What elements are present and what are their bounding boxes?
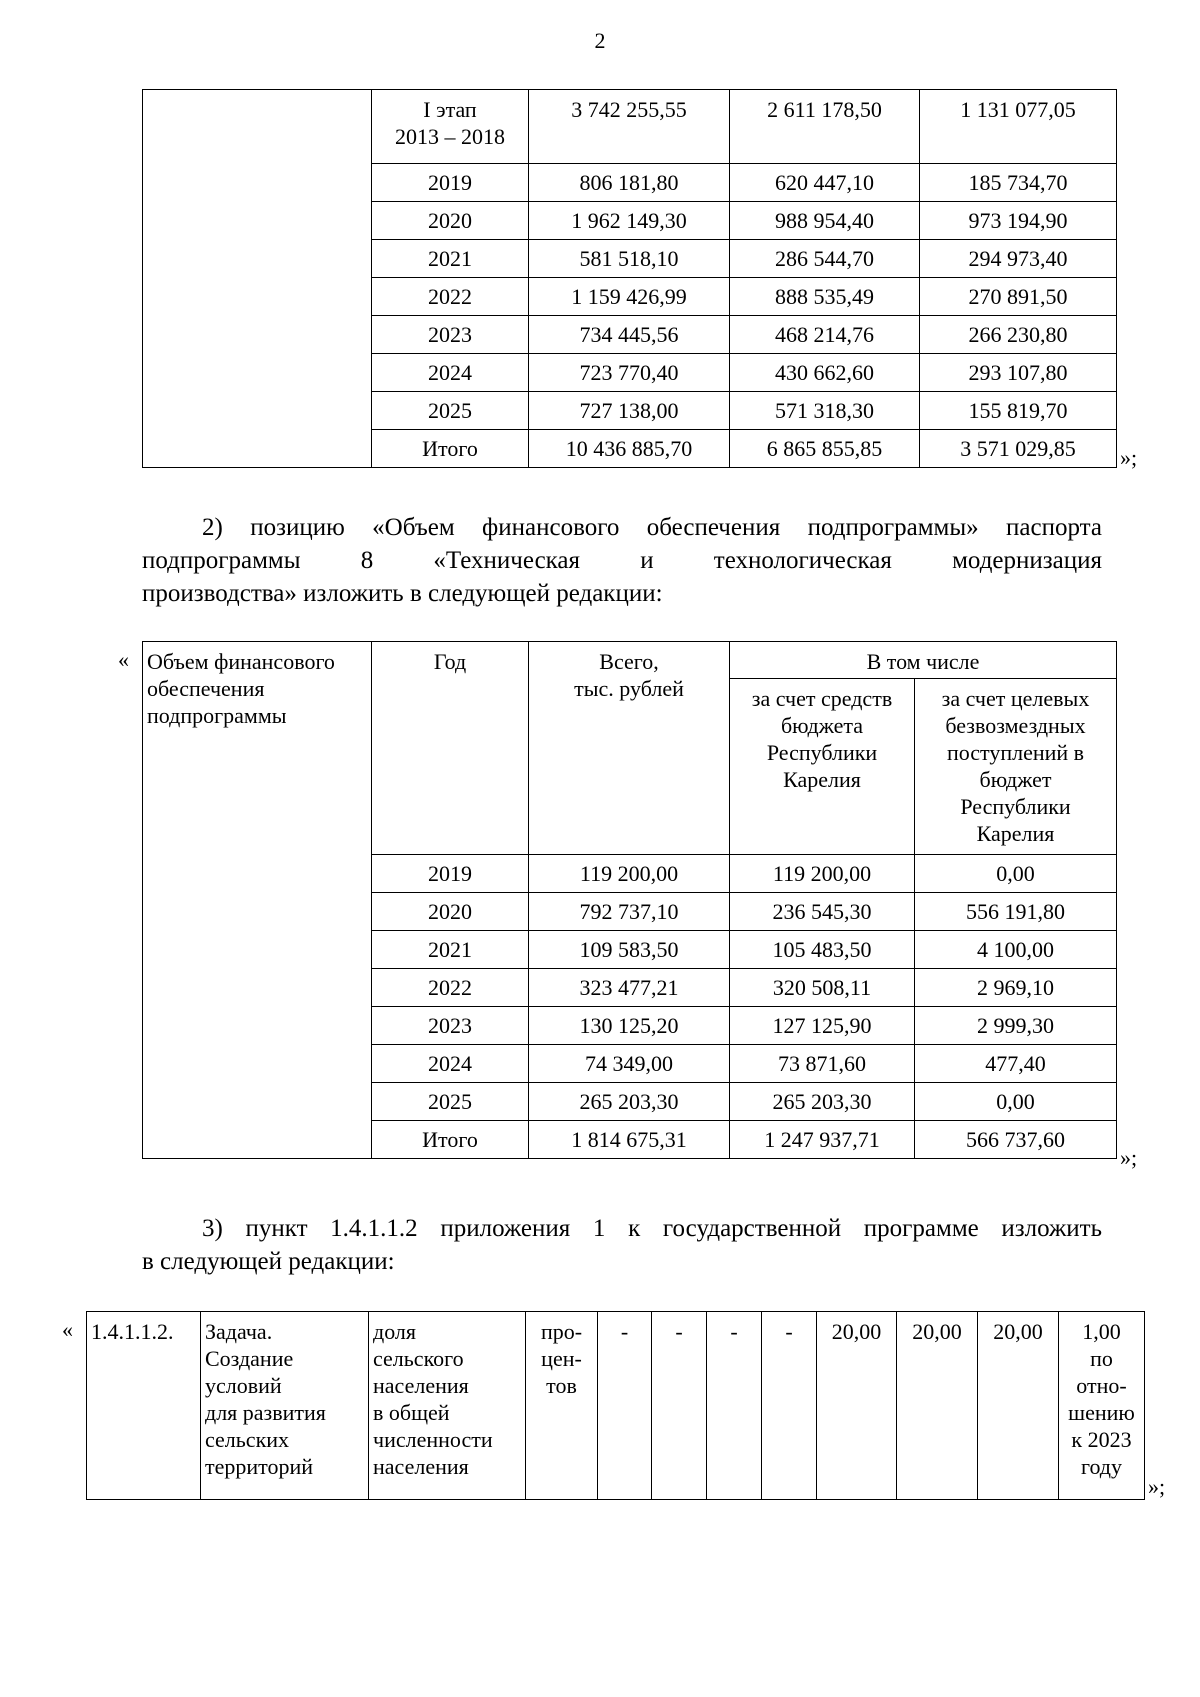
header-regional-budget: за счет средств бюджета Республики Карелия (730, 679, 915, 855)
header-targeted-receipts: за счет целевых безвозмездных поступлений в бюджет Республики Карелия (915, 679, 1117, 855)
indicator-cell: - (762, 1312, 817, 1500)
cell-total: 130 125,20 (529, 1007, 730, 1045)
cell-total: 3 742 255,55 (529, 90, 730, 164)
paragraph-3 (142, 1212, 1102, 1278)
paragraph-2 (142, 511, 1102, 610)
cell-total: 727 138,00 (529, 392, 730, 430)
opening-quote-2: « (118, 647, 129, 672)
cell-col2: 236 545,30 (730, 893, 915, 931)
cell-col3: 3 571 029,85 (920, 430, 1117, 468)
cell-col2: 888 535,49 (730, 278, 920, 316)
cell-year: 2023 (372, 1007, 529, 1045)
cell-col3: 0,00 (915, 1083, 1117, 1121)
cell-col3: 566 737,60 (915, 1121, 1117, 1159)
cell-year: 2024 (372, 1045, 529, 1083)
header-year: Год (372, 642, 529, 855)
cell-col3: 4 100,00 (915, 931, 1117, 969)
cell-col2: 468 214,76 (730, 316, 920, 354)
header-total: Всего, тыс. рублей (529, 642, 730, 855)
cell-total: 1 159 426,99 (529, 278, 730, 316)
cell-col2: 620 447,10 (730, 164, 920, 202)
cell-year: 2023 (372, 316, 529, 354)
indicator-cell: 1,00 по отно- шению к 2023 году (1059, 1312, 1145, 1500)
cell-total: 323 477,21 (529, 969, 730, 1007)
cell-total: 10 436 885,70 (529, 430, 730, 468)
cell-col3: 185 734,70 (920, 164, 1117, 202)
cell-year: 2022 (372, 969, 529, 1007)
closing-quote-1: »; (1120, 445, 1138, 470)
cell-year: I этап 2013 – 2018 (372, 90, 529, 164)
cell-col3: 266 230,80 (920, 316, 1117, 354)
cell-year: 2022 (372, 278, 529, 316)
cell-col3: 556 191,80 (915, 893, 1117, 931)
indicator-cell: 1.4.1.1.2. (87, 1312, 201, 1500)
cell-col2: 571 318,30 (730, 392, 920, 430)
cell-year: 2025 (372, 392, 529, 430)
cell-col2: 119 200,00 (730, 855, 915, 893)
cell-col3: 294 973,40 (920, 240, 1117, 278)
indicator-cell: 20,00 (978, 1312, 1059, 1500)
cell-total: 74 349,00 (529, 1045, 730, 1083)
financing-table-1 (142, 89, 1117, 468)
cell-col2: 265 203,30 (730, 1083, 915, 1121)
cell-total: 109 583,50 (529, 931, 730, 969)
cell-col2: 127 125,90 (730, 1007, 915, 1045)
cell-col3: 155 819,70 (920, 392, 1117, 430)
table-row (143, 90, 1117, 164)
paragraph-3-line-2: в следующей редакции: (142, 1248, 395, 1275)
cell-year: 2021 (372, 931, 529, 969)
indicator-table (86, 1311, 1145, 1500)
closing-quote-3: »; (1148, 1474, 1166, 1499)
cell-col3: 293 107,80 (920, 354, 1117, 392)
paragraph-2-line-2: подпрограммы 8 «Техническая и технологическая модернизация (142, 547, 1102, 574)
cell-col3: 2 999,30 (915, 1007, 1117, 1045)
cell-total: 581 518,10 (529, 240, 730, 278)
cell-col2: 73 871,60 (730, 1045, 915, 1083)
indicator-cell: Задача. Создание условий для развития сельских территорий (201, 1312, 369, 1500)
cell-col3: 973 194,90 (920, 202, 1117, 240)
empty-label-cell (143, 90, 372, 468)
indicator-cell: - (707, 1312, 762, 1500)
indicator-cell: доля сельского населения в общей численности населения (369, 1312, 526, 1500)
indicator-cell: 20,00 (817, 1312, 897, 1500)
cell-year: 2024 (372, 354, 529, 392)
paragraph-3-line-1: 3) пункт 1.4.1.1.2 приложения 1 к государственной программе изложить (202, 1215, 1102, 1242)
cell-year: 2025 (372, 1083, 529, 1121)
cell-col2: 1 247 937,71 (730, 1121, 915, 1159)
financing-table-2 (142, 641, 1117, 1159)
cell-col2: 286 544,70 (730, 240, 920, 278)
indicator-cell: - (598, 1312, 652, 1500)
closing-quote-2: »; (1120, 1145, 1138, 1170)
cell-col2: 320 508,11 (730, 969, 915, 1007)
cell-total: 119 200,00 (529, 855, 730, 893)
cell-col3: 2 969,10 (915, 969, 1117, 1007)
cell-total: 792 737,10 (529, 893, 730, 931)
cell-total: 734 445,56 (529, 316, 730, 354)
cell-total: 265 203,30 (529, 1083, 730, 1121)
cell-total: 1 814 675,31 (529, 1121, 730, 1159)
cell-col2: 6 865 855,85 (730, 430, 920, 468)
cell-col2: 2 611 178,50 (730, 90, 920, 164)
cell-col3: 270 891,50 (920, 278, 1117, 316)
cell-year: 2020 (372, 893, 529, 931)
cell-year: 2019 (372, 164, 529, 202)
indicator-cell: про- цен- тов (526, 1312, 598, 1500)
indicator-label: Объем финансового обеспечения подпрограммы (143, 642, 372, 1159)
cell-year: Итого (372, 1121, 529, 1159)
paragraph-2-line-3: производства» изложить в следующей редакции: (142, 580, 663, 607)
cell-col3: 0,00 (915, 855, 1117, 893)
cell-col3: 477,40 (915, 1045, 1117, 1083)
opening-quote-3: « (62, 1317, 73, 1342)
indicator-cell: - (652, 1312, 707, 1500)
page-number: 2 (594, 28, 606, 53)
cell-year: 2021 (372, 240, 529, 278)
header-including: В том числе (730, 642, 1117, 679)
indicator-cell: 20,00 (897, 1312, 978, 1500)
cell-year: 2019 (372, 855, 529, 893)
cell-year: Итого (372, 430, 529, 468)
table-row (87, 1312, 1145, 1500)
cell-total: 723 770,40 (529, 354, 730, 392)
paragraph-2-line-1: 2) позицию «Объем финансового обеспечения подпрограммы» паспорта (202, 514, 1102, 541)
cell-col2: 105 483,50 (730, 931, 915, 969)
cell-col2: 988 954,40 (730, 202, 920, 240)
cell-total: 1 962 149,30 (529, 202, 730, 240)
cell-total: 806 181,80 (529, 164, 730, 202)
cell-year: 2020 (372, 202, 529, 240)
cell-col3: 1 131 077,05 (920, 90, 1117, 164)
cell-col2: 430 662,60 (730, 354, 920, 392)
